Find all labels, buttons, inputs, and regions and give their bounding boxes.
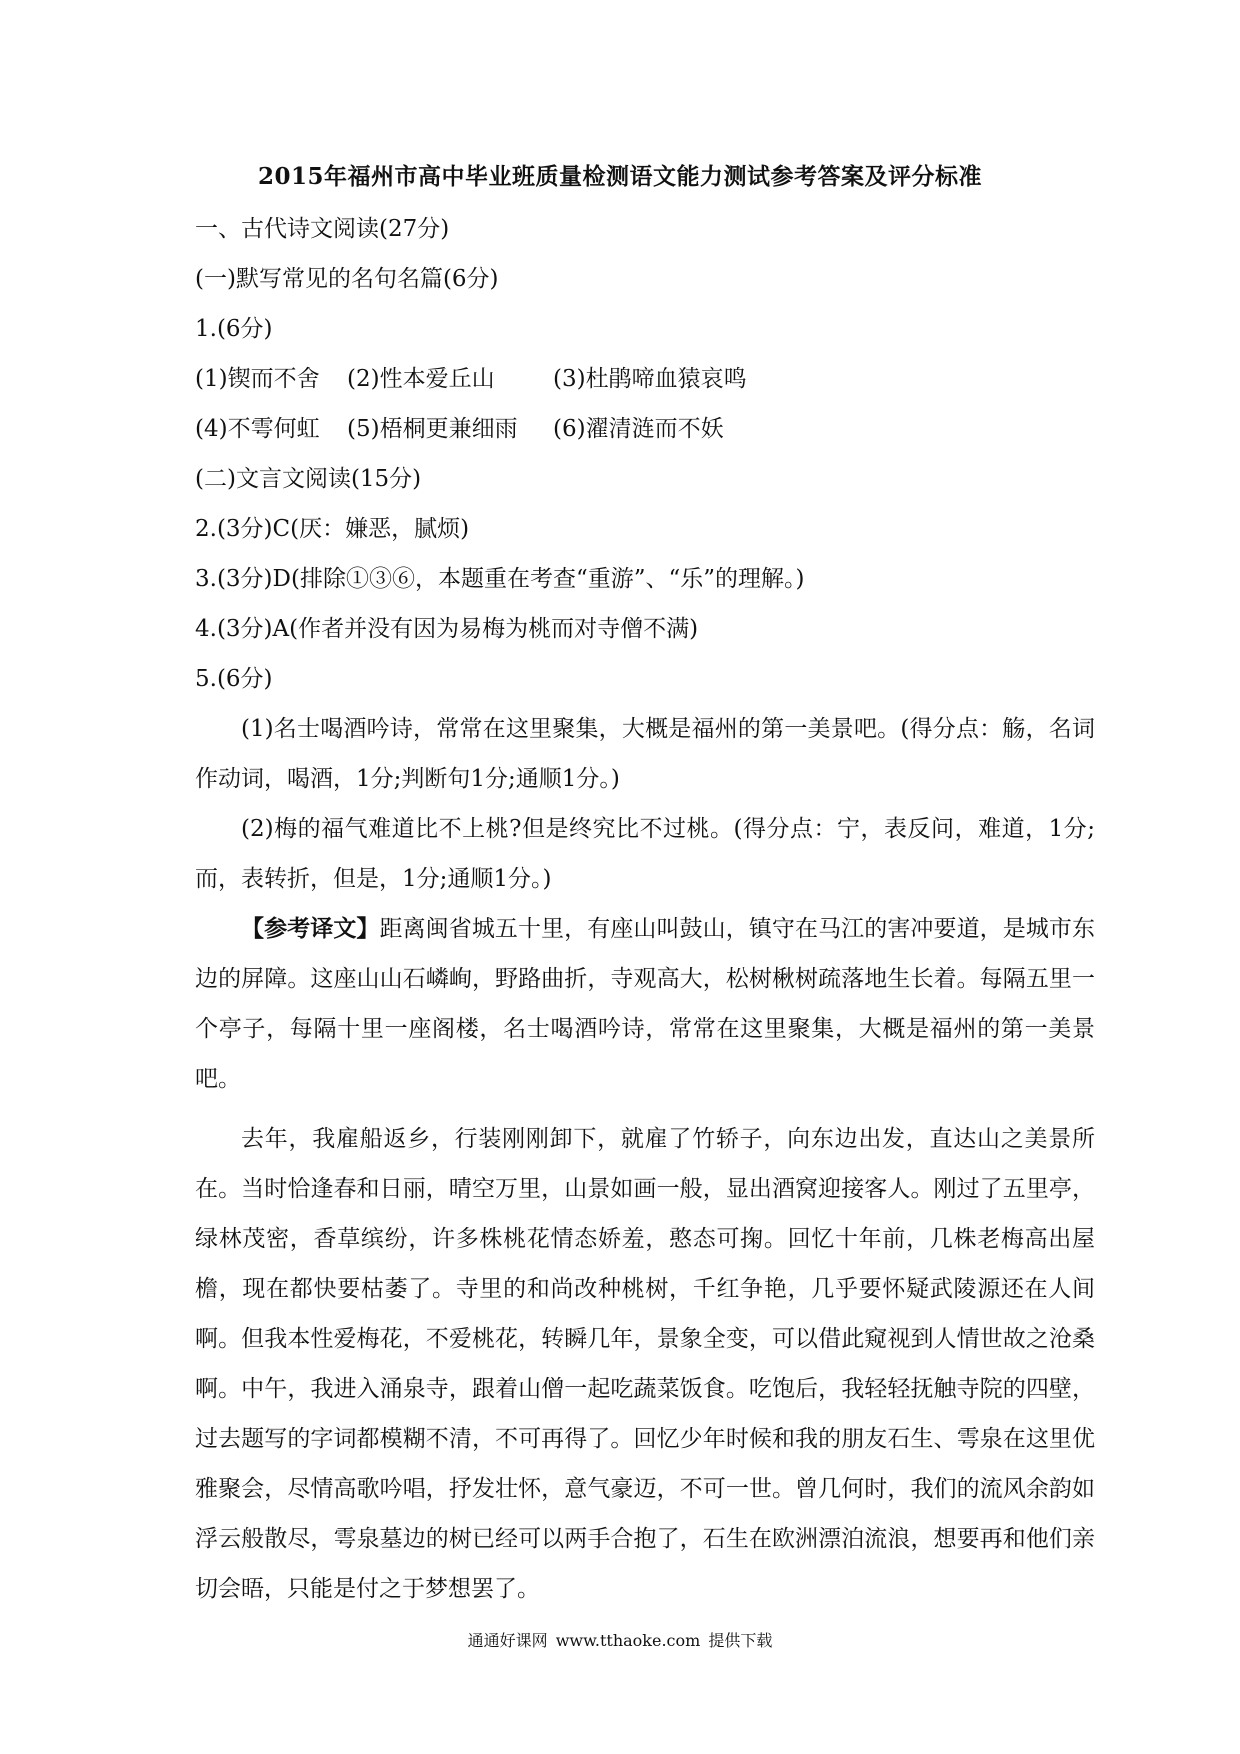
question-answer: 2.(3分)C(厌：嫌恶，腻烦) [195,516,470,542]
paragraph-gap [195,1104,1095,1114]
section-heading: 一、古代诗文阅读(27分) [195,216,450,242]
subsection-heading: (二)文言文阅读(15分) [195,466,422,492]
footer-site-name: 通通好课网 [467,1631,548,1650]
answer-row [195,354,1095,404]
answer-item: (6)濯清涟而不妖 [553,416,724,442]
answer-content [195,204,1095,1614]
question-answer: 3.(3分)D(排除①③⑥，本题重在考查“重游”、“乐”的理解。) [195,566,805,592]
subsection-heading: (一)默写常见的名句名篇(6分) [195,266,499,292]
answer-paragraph: (1)名士喝酒吟诗，常常在这里聚集，大概是福州的第一美景吧。(得分点：觞，名词作动词，喝酒，1分;判断句1分;通顺1分。) [195,716,1095,792]
translation-label: 【参考译文】 [241,915,380,942]
answer-item: (4)不雩何虹 [195,416,320,442]
answer-item: (5)梧桐更兼细雨 [347,416,518,442]
answer-item: (2)性本爱丘山 [347,366,495,392]
translation-paragraph: 去年，我雇船返乡，行装刚刚卸下，就雇了竹轿子，向东边出发，直达山之美景所在。当时恰逢春和日丽，晴空万里，山景如画一般，显出酒窝迎接客人。刚过了五里亭，绿林茂密，香草缤纷，许多株桃花情态娇羞，憨态可掬。回忆十年前，几株老梅高出屋檐，现在都快要枯萎了。寺里的和尚改种桃树，千红争艳，几乎要怀疑武陵源还在人间啊。但我本性爱梅花，不爱桃花，转瞬几年，景象全变，可以借此窥视到人情世故之沧桑啊。中午，我进入涌泉寺，跟着山僧一起吃蔬菜饭食。吃饱后，我轻轻抚触寺院的四壁，过去题写的字词都模糊不清，不可再得了。回忆少年时候和我的朋友石生、雩泉在这里优雅聚会，尽情高歌吟唱，抒发壮怀，意气豪迈，不可一世。曾几何时，我们的流风余韵如浮云般散尽，雩泉墓边的树已经可以两手合抱了，石生在欧洲漂泊流浪，想要再和他们亲切会晤，只能是付之于梦想罢了。 [195,1126,1095,1602]
page-footer [0,1628,1240,1651]
answer-item: (1)锲而不舍 [195,366,320,392]
question-answer: 4.(3分)A(作者并没有因为易梅为桃而对寺僧不满) [195,616,699,642]
translation-paragraph [195,904,1095,1104]
answer-item: (3)杜鹃啼血猿哀鸣 [553,366,747,392]
page-title: 2015年福州市高中毕业班质量检测语文能力测试参考答案及评分标准 [257,163,982,190]
question-number: 1.(6分) [195,316,273,342]
question-number: 5.(6分) [195,666,273,692]
answer-paragraph: (2)梅的福气难道比不上桃?但是终究比不过桃。(得分点：宁，表反问，难道，1分;而，表转折，但是，1分;通顺1分。) [195,816,1095,892]
answer-row [195,404,1095,454]
footer-note: 提供下载 [708,1631,773,1650]
footer-url: www.tthaoke.com [555,1631,701,1650]
translation-text: 距离闽省城五十里，有座山叫鼓山，镇守在马江的害冲要道，是城市东边的屏障。这座山山石嶙峋，野路曲折，寺观高大，松树楸树疏落地生长着。每隔五里一个亭子，每隔十里一座阁楼，名士喝酒吟诗，常常在这里聚集，大概是福州的第一美景吧。 [195,916,1095,1092]
